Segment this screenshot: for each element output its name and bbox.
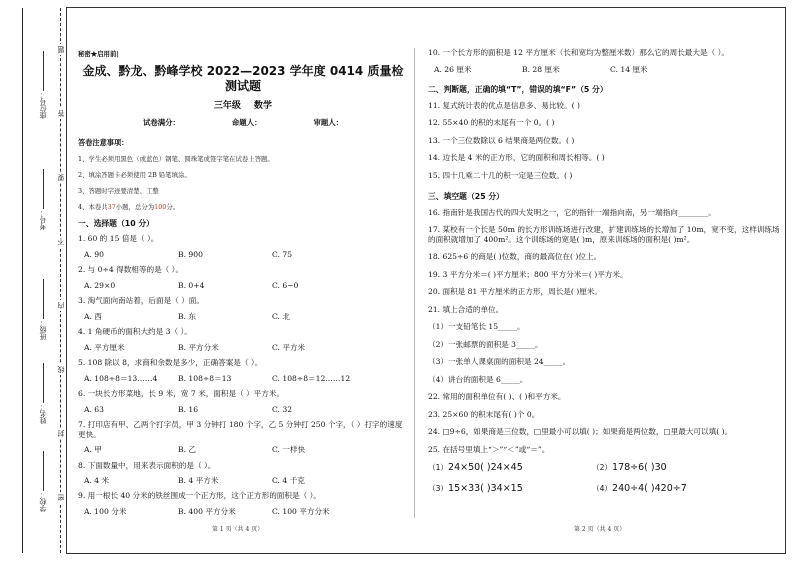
option: B. 28 厘米 xyxy=(522,65,560,75)
school-line xyxy=(43,451,44,491)
option: A. 西 xyxy=(84,311,102,321)
total-score: 100 xyxy=(154,202,167,211)
option: B. 900 xyxy=(178,249,203,259)
options xyxy=(78,445,408,454)
option: C. 75 xyxy=(272,249,293,259)
sub-question: （3）一张单人课桌面的面积是 24_____。 xyxy=(428,357,571,367)
seal-mark: 内 xyxy=(57,302,65,309)
secret-label: 秘密★启用前| xyxy=(78,50,119,58)
section-heading: 三、填空题（25 分） xyxy=(428,192,504,202)
option: C. 100 平方分米 xyxy=(272,506,330,516)
option: B. 16 xyxy=(178,404,199,414)
option: A. 4 米 xyxy=(84,475,110,485)
option: C. 14 厘米 xyxy=(610,65,648,75)
page-title: 金成、黔龙、黔峰学校 2022—2023 学年度 0414 质量检测试题 xyxy=(82,64,404,93)
seal-mark: 答 xyxy=(57,110,65,117)
compare-expression: 178÷6( )30 xyxy=(612,462,667,474)
compare-index: （2） xyxy=(592,463,613,473)
question: 4. 1 角硬币的面积大约是 3（ ）。 xyxy=(78,327,192,337)
question: 24. □9÷6，如果商是三位数，□里最小可以填( )；如果商是两位数，□里最大可以填( )。 xyxy=(428,427,733,437)
seal-line xyxy=(60,8,61,553)
compare-item xyxy=(428,483,578,495)
option: B. 东 xyxy=(178,311,197,321)
section-heading: 一、选择题（10 分） xyxy=(78,218,154,228)
options xyxy=(78,507,408,516)
note-item: 3、答题时字迹要清楚、工整 xyxy=(78,186,159,195)
options xyxy=(78,374,408,383)
option: A. 108÷8＝13……4 xyxy=(84,373,158,383)
options xyxy=(78,250,408,259)
compare-row xyxy=(428,462,784,474)
compare-expression: 240÷4( )420÷7 xyxy=(612,483,687,494)
question: 25. 在括号里填上“＞”“＜”或“＝”。 xyxy=(428,444,550,454)
question: 3. 淘气面向南站着，后面是（ ）面。 xyxy=(78,296,204,306)
question: 6. 一块长方形菜地，长 9 米，宽 7 米，面积是（ ）平方米。 xyxy=(78,389,285,399)
section-heading: 二、判断题，正确的填“T”，错误的填“F”（5 分） xyxy=(428,84,608,94)
option: C. 4 千克 xyxy=(272,475,305,485)
exam-number-label: 考号： xyxy=(39,209,47,230)
question: 21. 填上合适的单位。 xyxy=(428,304,504,314)
option: A. 26 厘米 xyxy=(434,65,472,75)
class-line xyxy=(43,279,44,319)
school-label: 学校： xyxy=(39,491,47,512)
option: C. 32 xyxy=(272,404,293,414)
options xyxy=(428,65,784,74)
option: A. 29×0 xyxy=(84,280,116,290)
option: B. 0+4 xyxy=(178,280,205,290)
question: 9. 用一根长 40 分米的铁丝围成一个正方形，这个正方形的面积是（ ）。 xyxy=(78,491,321,501)
compare-row xyxy=(428,483,784,495)
compare-index: （3） xyxy=(428,484,449,493)
seal-mark: 题 xyxy=(57,46,65,53)
class-label: 班级： xyxy=(39,319,47,340)
option: A. 90 xyxy=(84,249,104,259)
seal-mark: 不 xyxy=(57,238,65,245)
option: C. 6−0 xyxy=(272,280,299,290)
seal-mark: 密 xyxy=(57,494,65,501)
question: 7. 打印店有甲、乙两个打字员，甲 3 分钟打 180 个字，乙 5 分钟打 250 个字，（ ）打字的速度更快。 xyxy=(78,420,403,439)
right-column xyxy=(428,48,784,504)
note-text: 4、本卷共 xyxy=(78,202,108,211)
note-text: 小题，总分为 xyxy=(115,202,155,211)
compare-item xyxy=(428,462,578,474)
option: B. 108÷8＝13 xyxy=(178,373,232,383)
seal-mark: 要 xyxy=(57,174,65,181)
question: 20. 面积是 81 平方厘米的正方形，周长是( )厘米。 xyxy=(428,287,603,297)
option: A. 甲 xyxy=(84,445,102,455)
seal-mark: 线 xyxy=(57,366,65,373)
question: 10. 一个长方形的面积是 12 平方厘米（长和宽均为整厘米数）那么它的周长最大是（ ）。 xyxy=(428,48,729,57)
question: 23. 25×60 的积末尾有( )个 0。 xyxy=(428,409,540,419)
page-footer-left: 第 1 页（共 4 页） xyxy=(212,526,264,533)
option: C. 108÷8＝12……12 xyxy=(272,373,351,383)
options xyxy=(78,281,408,290)
field-school xyxy=(30,448,56,512)
question: 1. 60 的 15 倍是（ ）。 xyxy=(78,234,159,244)
option: C. 北 xyxy=(272,311,290,321)
options xyxy=(78,343,408,352)
question: 2. 与 0÷4 得数相等的是（ ）。 xyxy=(78,265,184,275)
field-exam-number xyxy=(30,166,56,230)
compare-expression: 24×50( )24×45 xyxy=(448,462,523,474)
field-name xyxy=(30,360,56,424)
option: C. 平方米 xyxy=(272,342,306,352)
author-label: 命题人： xyxy=(231,118,262,128)
note-text: 分。 xyxy=(166,202,180,211)
question-count: 37 xyxy=(107,202,116,211)
meta-row xyxy=(78,118,408,127)
sub-question: （2）一张邮票的面积是 3_____。 xyxy=(428,339,543,349)
sub-question: （1）一支铅笔长 15_____。 xyxy=(428,322,525,332)
option: A. 63 xyxy=(84,404,104,414)
tf-question: 15. 四十几乘二十几的积一定是三位数。( ) xyxy=(428,170,573,180)
question: 18. 625÷6 的商是( )位数，商的最高位在( )位上。 xyxy=(428,252,602,262)
option: B. 4 平方米 xyxy=(178,475,219,485)
compare-expression: 15×33( )34×15 xyxy=(448,483,523,494)
option: A. 100 分米 xyxy=(84,506,127,516)
question: 17. 某校有一个长是 50m 的长方形训练场进行改建，扩建训练场的长增加了 10m，宽不变，这样训练场的面积就增加了 400m²。这个训练场的宽是( )m，原来训练场的面积是( )m²。 xyxy=(428,225,780,244)
question: 8. 下面数量中，用来表示面积的是（ ）。 xyxy=(78,460,216,470)
name-line xyxy=(43,363,44,403)
tf-question: 11. 复式统计表的优点是信息多、易比较。( ) xyxy=(428,100,580,110)
compare-item xyxy=(592,462,742,474)
question: 16. 指南针是我国古代的四大发明之一，它的指针一端指向南，另一端指向________。 xyxy=(428,207,716,217)
options xyxy=(78,476,408,485)
left-column xyxy=(78,50,408,522)
question: 19. 3 平方分米＝( )平方厘米；800 平方分米＝( )平方米。 xyxy=(428,269,628,279)
tf-question: 13. 一个三位数除以 6 结果商是两位数。( ) xyxy=(428,135,575,145)
page-footer-right: 第 2 页（共 4 页） xyxy=(574,526,626,533)
options xyxy=(78,312,408,321)
option: B. 400 平方分米 xyxy=(178,506,236,516)
seat-number-line xyxy=(43,51,44,91)
tf-question: 14. 边长是 4 米的正方形，它的面积和周长相等。( ) xyxy=(428,153,605,163)
column-divider xyxy=(414,48,415,518)
name-label: 姓名： xyxy=(39,403,47,424)
seat-number-label: 座位号： xyxy=(39,91,47,119)
compare-index: （1） xyxy=(428,463,449,473)
exam-number-line xyxy=(43,169,44,209)
note-item: 1、学生必须用黑色（或蓝色）钢笔、圆珠笔或签字笔在试卷上答题。 xyxy=(78,154,274,163)
compare-item xyxy=(592,483,742,495)
binding-margin xyxy=(10,8,66,553)
field-seat-number xyxy=(30,48,56,119)
seal-mark: 封 xyxy=(57,430,65,437)
option: B. 乙 xyxy=(178,445,197,455)
option: C. 一样快 xyxy=(272,445,306,455)
reviewer-label: 审题人： xyxy=(313,118,344,128)
options xyxy=(78,405,408,414)
field-class xyxy=(30,276,56,340)
compare-index: （4） xyxy=(592,484,613,493)
binding-line xyxy=(22,8,23,553)
option: A. 平方厘米 xyxy=(84,342,125,352)
question: 5. 108 除以 8，求商和余数是多少，正确答案是（ ）。 xyxy=(78,358,263,368)
tf-question: 12. 55×40 的积的末尾有一个 0。( ) xyxy=(428,118,555,128)
note-item: 2、填涂答题卡必须使用 2B 铅笔填涂。 xyxy=(78,170,191,179)
notes-title: 答卷注意事项： xyxy=(78,137,129,147)
page-subtitle: 三年级 数学 xyxy=(213,101,273,111)
question: 22. 常用的面积单位有( )、( )和平方米。 xyxy=(428,392,566,402)
sub-question: （4）讲台的面积是 6_____。 xyxy=(428,374,528,384)
note-item xyxy=(78,203,408,211)
full-score-label: 试卷满分： xyxy=(142,118,180,128)
option: B. 平方分米 xyxy=(178,342,219,352)
